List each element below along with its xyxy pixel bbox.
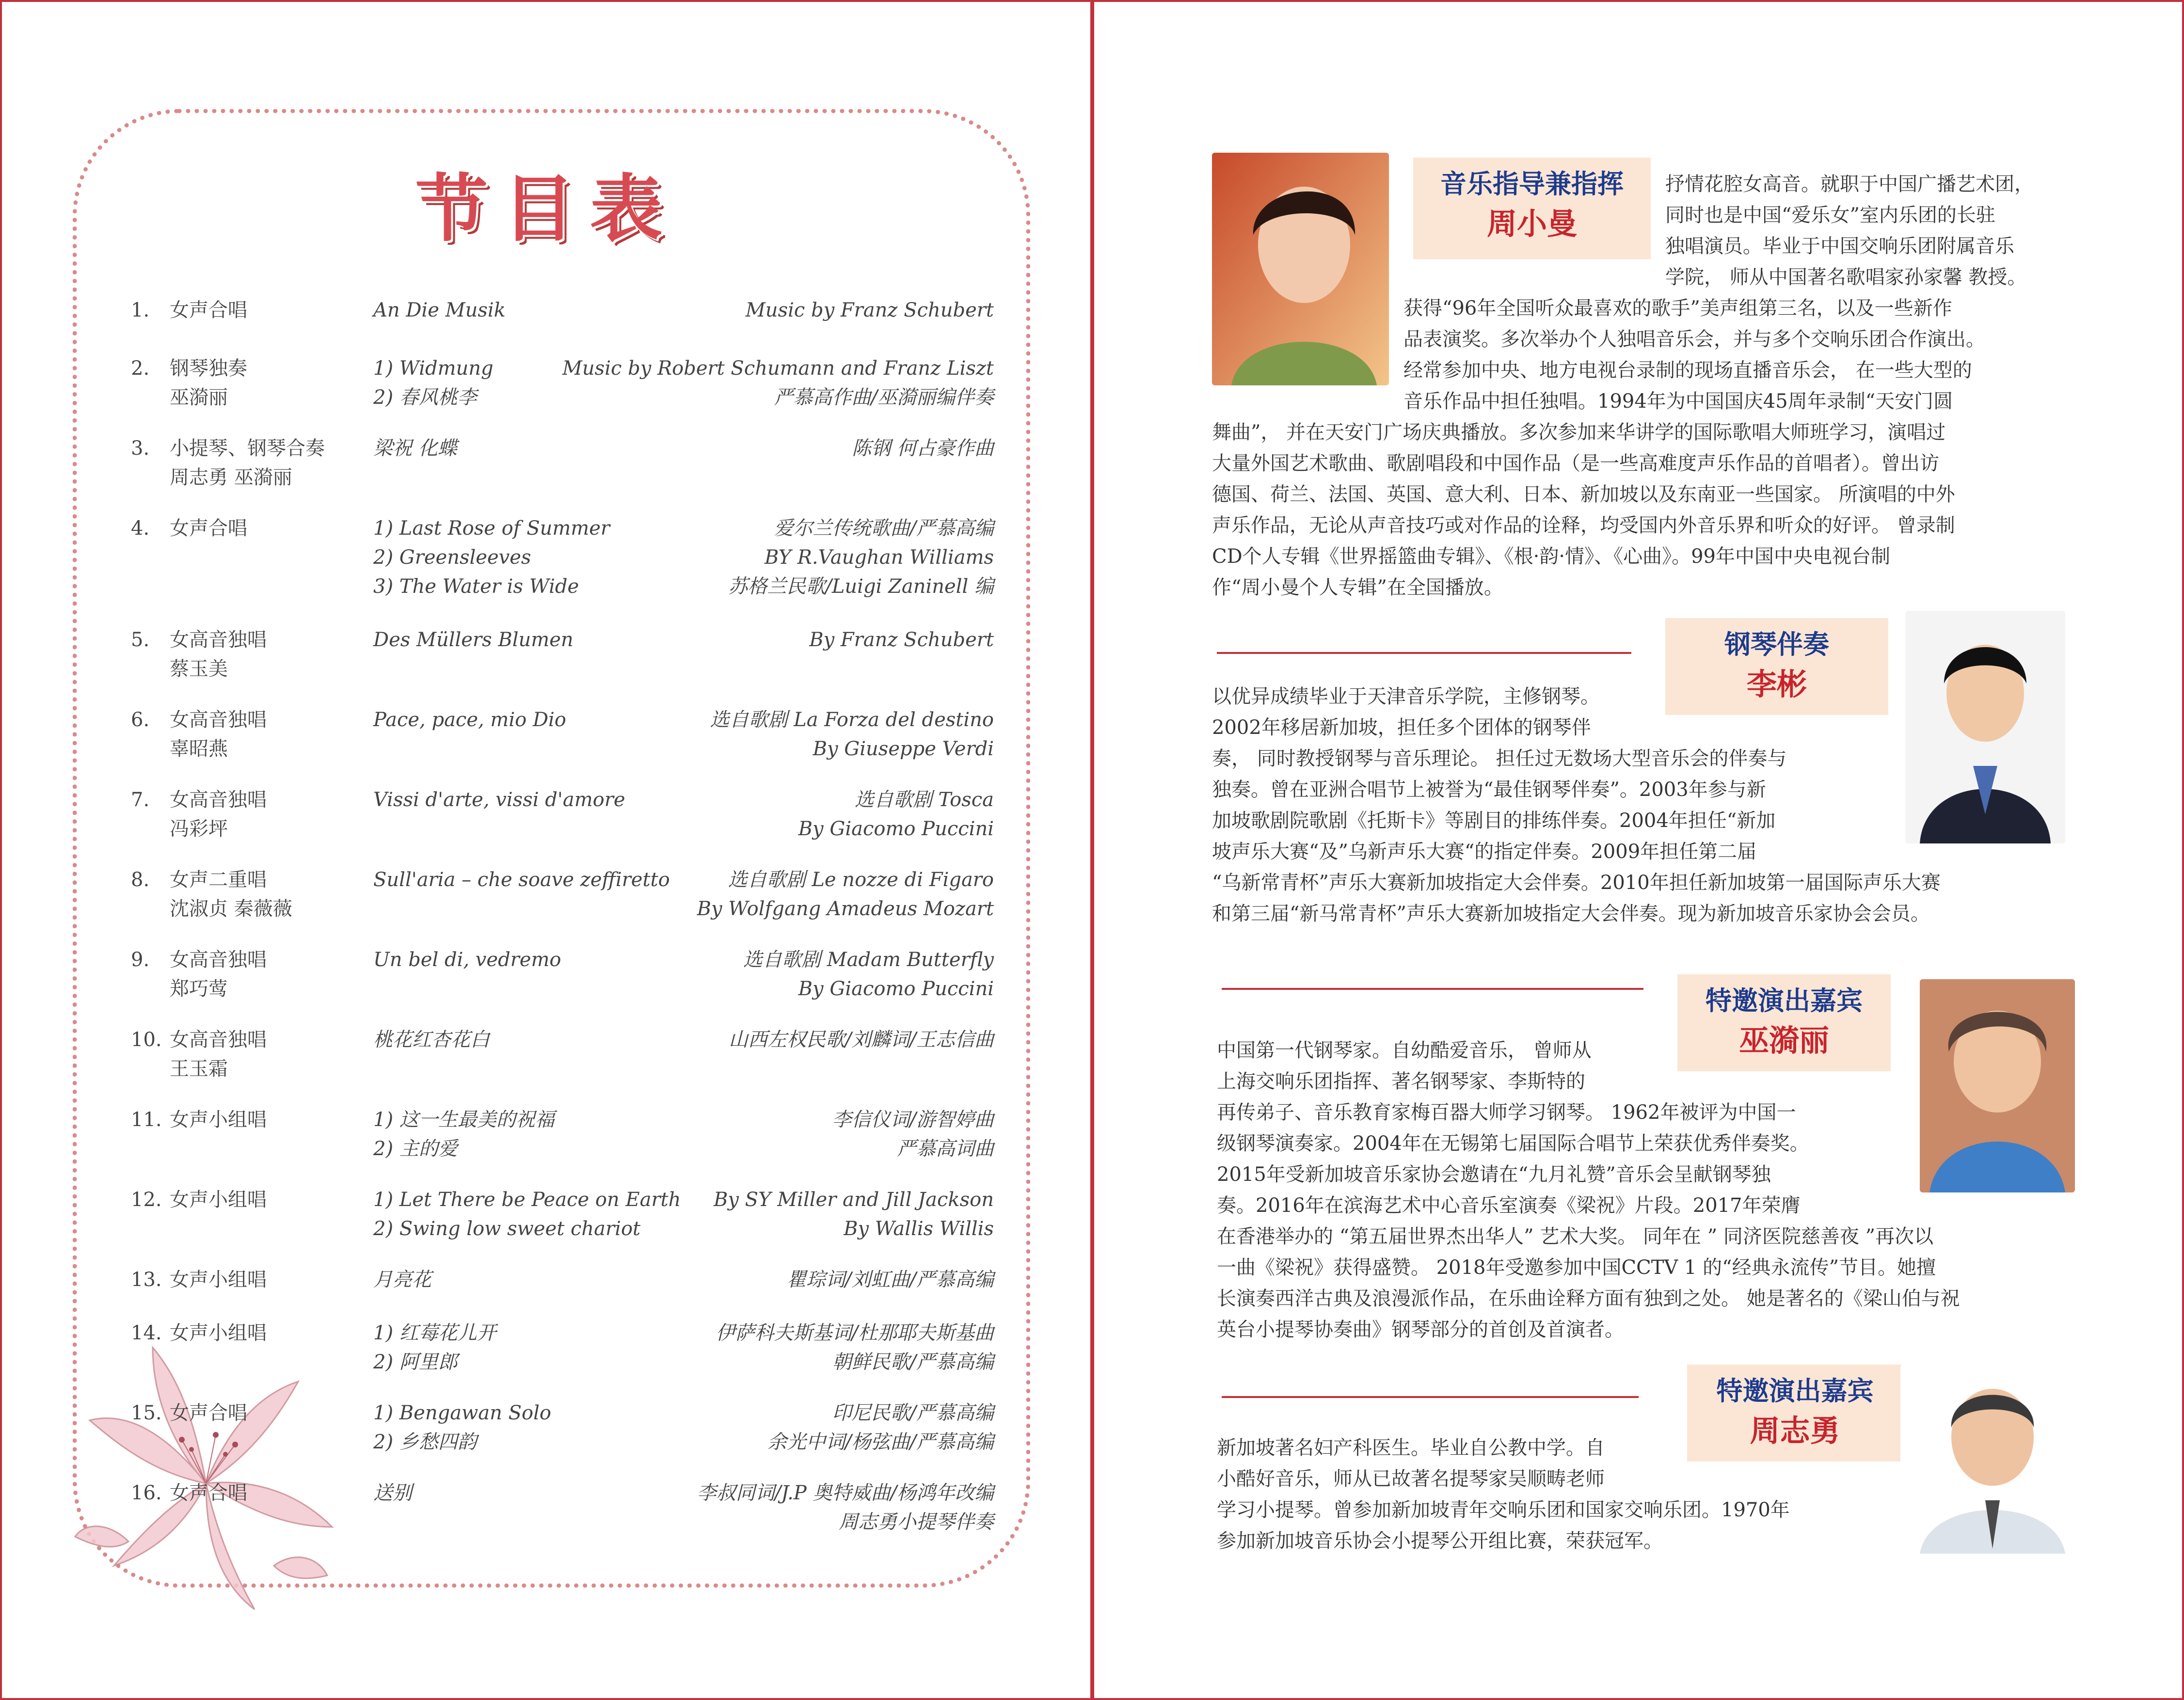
bio-line: 和第三届“新马常青杯”声乐大赛新加坡指定大会伴奏。现为新加坡音乐家协会会员。: [1212, 903, 1930, 925]
performer: [170, 434, 364, 492]
performer-line: 巫漪丽: [170, 386, 228, 409]
composer-line: By Giacomo Puccini: [798, 978, 994, 1000]
piece-title-line: Vissi d'arte, vissi d'amore: [373, 789, 625, 811]
composer-line: 山西左权民歌/刘麟词/王志信曲: [729, 1029, 994, 1051]
bio-line: 2015年受新加坡音乐家协会邀请在“九月礼赞”音乐会呈献钢琴独: [1217, 1163, 1771, 1186]
bio-line: 参加新加坡音乐协会小提琴公开组比赛，荣获冠军。: [1217, 1530, 1663, 1552]
performer: [170, 1398, 364, 1428]
piece-title-line: 2) 乡愁四韵: [373, 1431, 477, 1453]
composer-line: 严慕高作曲/巫漪丽编伴奏: [774, 386, 994, 409]
bio-line: “乌新常青杯”声乐大赛新加坡指定大会伴奏。2010年担任新加坡第一届国际声乐大赛: [1212, 872, 1941, 894]
bio-line: 加坡歌剧院歌剧《托斯卡》等剧目的排练伴奏。2004年担任“新加: [1212, 810, 1776, 832]
item-number: 14.: [131, 1322, 162, 1344]
composer-line: 选自歌剧 Tosca: [854, 789, 994, 811]
composer-line: 苏格兰民歌/Luigi Zaninell 编: [728, 575, 994, 598]
composer-line: 余光中词/杨弦曲/严慕高编: [767, 1431, 994, 1453]
bio-line: 奏， 同时教授钢琴与音乐理论。 担任过无数场大型音乐会的伴奏与: [1212, 747, 1787, 770]
piece-title-line: 3) The Water is Wide: [373, 575, 579, 598]
person-name: 周志勇: [1750, 1413, 1840, 1448]
performer-line: 女声二重唱: [170, 869, 267, 891]
piece-title-line: 2) 阿里郎: [373, 1351, 458, 1373]
performer: [170, 945, 364, 1003]
composer: [533, 945, 994, 1003]
composer: [533, 1185, 994, 1243]
composer-line: 李叔同词/J.P 奥特威曲/杨鸿年改编: [697, 1482, 994, 1504]
performer-line: 女声合唱: [170, 299, 247, 321]
performer-line: 女高音独唱: [170, 949, 267, 971]
item-number: 8.: [131, 869, 150, 891]
composer: [533, 1025, 994, 1054]
bio-line: 学习小提琴。曾参加新加坡青年交响乐团和国家交响乐团。1970年: [1217, 1499, 1790, 1521]
piece-title-line: Pace, pace, mio Dio: [373, 709, 566, 731]
bio-line: 德国、荷兰、法国、英国、意大利、日本、新加坡以及东南亚一些国家。 所演唱的中外: [1212, 483, 1955, 506]
composer: [533, 1398, 994, 1457]
piece-title-line: Sull'aria – che soave zeffiretto: [373, 869, 670, 891]
role: 特邀演出嘉宾: [1716, 1375, 1874, 1406]
composer: [533, 514, 994, 601]
piece-title-line: 桃花红杏花白: [373, 1029, 490, 1051]
bio-line: 经常参加中央、地方电视台录制的现场直播音乐会， 在一些大型的: [1403, 359, 1972, 381]
performer-line: 郑巧莺: [170, 978, 228, 1000]
performer-line: 女高音独唱: [170, 1029, 267, 1051]
item-number: 6.: [131, 709, 150, 731]
person-name: 李彬: [1746, 667, 1807, 702]
composer-line: 朝鲜民歌/严慕高编: [832, 1351, 994, 1373]
bio-line: 舞曲”， 并在天安门广场庆典播放。多次参加来华讲学的国际歌唱大师班学习，演唱过: [1212, 421, 1946, 444]
performer-line: 蔡玉美: [170, 658, 228, 680]
bio-zhou-zhiyong: [1217, 1432, 2089, 1557]
composer-line: 瞿琮词/刘虹曲/严慕高编: [787, 1269, 994, 1291]
piece-title-line: 2) Swing low sweet chariot: [373, 1218, 641, 1240]
program-title: 节目表: [415, 166, 677, 252]
bio-line: 同时也是中国“爱乐女”室内乐团的长驻: [1665, 204, 1995, 226]
composer: [533, 354, 994, 412]
item-number: 5.: [131, 629, 150, 651]
performer: [170, 1265, 364, 1294]
item-number: 11.: [131, 1109, 162, 1131]
piece-title-line: 月亮花: [373, 1269, 431, 1291]
bio-line: 抒情花腔女高音。就职于中国广播艺术团，: [1665, 173, 2034, 195]
bio-line: 以优异成绩毕业于天津音乐学院，主修钢琴。: [1212, 685, 1600, 708]
composer: [533, 625, 994, 654]
divider-rule: [1222, 988, 1643, 990]
composer-line: 选自歌剧 Le nozze di Figaro: [728, 869, 994, 891]
composer-line: 周志勇小提琴伴奏: [839, 1511, 994, 1533]
bio-line: 在香港举办的 “第五届世界杰出华人” 艺术大奖。 同年在 ” 同济医院慈善夜 ”再次以: [1217, 1225, 1934, 1248]
piece-title-line: 2) Greensleeves: [373, 546, 531, 569]
composer: [533, 1105, 994, 1163]
performer-line: 女声小组唱: [170, 1189, 267, 1211]
composer-line: By Giuseppe Verdi: [813, 738, 994, 760]
performer-line: 女声合唱: [170, 517, 247, 540]
bio-line: 获得“96年全国听众最喜欢的歌手”美声组第三名，以及一些新作: [1403, 297, 1952, 319]
bio-line: CD个人专辑《世界摇篮曲专辑》、《根·韵·情》、《心曲》。99年中国中央电视台制: [1212, 545, 1891, 568]
bio-line: 声乐作品，无论从声音技巧或对作品的诠释，均受国内外音乐界和听众的好评。 曾录制: [1212, 514, 1955, 537]
composer-line: By Giacomo Puccini: [798, 818, 994, 840]
performer: [170, 1185, 364, 1214]
piece-title-line: Un bel di, vedremo: [373, 949, 561, 971]
performer: [170, 625, 364, 683]
divider-rule: [1217, 652, 1631, 654]
composer-line: By Franz Schubert: [809, 629, 994, 651]
composer: [533, 434, 994, 463]
bio-line: 学院， 师从中国著名歌唱家孙家馨 教授。: [1665, 266, 2027, 288]
person-name: 巫漪丽: [1738, 1023, 1829, 1058]
piece-title-line: 2) 主的爱: [373, 1138, 458, 1160]
composer-line: 选自歌剧 La Forza del destino: [710, 709, 994, 731]
performer: [170, 514, 364, 543]
performer-line: 女声小组唱: [170, 1109, 267, 1131]
piece-title-line: 1) 红莓花儿开: [373, 1322, 496, 1344]
performer: [170, 705, 364, 763]
bio-li-bin: [1212, 681, 2085, 929]
composer: [533, 705, 994, 763]
item-number: 4.: [131, 517, 150, 540]
person-name: 周小曼: [1486, 206, 1577, 241]
performer-line: 女高音独唱: [170, 789, 267, 811]
piece-title-line: An Die Musik: [373, 299, 506, 321]
composer: [533, 785, 994, 843]
composer-line: 严慕高词曲: [897, 1138, 994, 1160]
bio-line: 一曲《梁祝》获得盛赞。 2018年受邀参加中国CCTV 1 的“经典永流传”节目。她擅: [1217, 1256, 1936, 1279]
bio-line: 奏。2016年在滨海艺术中心音乐室演奏《梁祝》片段。2017年荣膺: [1217, 1194, 1801, 1217]
performer: [170, 296, 364, 325]
composer-line: BY R.Vaughan Williams: [764, 546, 994, 569]
bio-line: 音乐作品中担任独唱。1994年为中国国庆45周年录制“天安门圆: [1403, 390, 1953, 413]
performer-line: 小提琴、钢琴合奏: [170, 437, 325, 460]
composer-line: 伊萨科夫斯基词/杜那耶夫斯基曲: [716, 1322, 994, 1344]
bio-line: 中国第一代钢琴家。自幼酷爱音乐， 曾师从: [1217, 1039, 1592, 1062]
performer-line: 女声小组唱: [170, 1322, 267, 1344]
performer-line: 王玉霜: [170, 1058, 228, 1080]
bio-line: 大量外国艺术歌曲、歌剧唱段和中国作品（是一些高难度声乐作品的首唱者）。曾出访: [1212, 452, 1939, 475]
piece-title-line: Des Müllers Blumen: [373, 629, 574, 651]
performer: [170, 1025, 364, 1083]
composer: [533, 1478, 994, 1537]
composer-line: 李信仪词/游智婷曲: [832, 1109, 994, 1131]
bio-line: 独奏。曾在亚洲合唱节上被誉为“最佳钢琴伴奏”。2003年参与新: [1212, 779, 1766, 801]
piece-title-line: 1) 这一生最美的祝福: [373, 1109, 555, 1131]
bio-line: 级钢琴演奏家。2004年在无锡第七届国际合唱节上荣获优秀伴奏奖。: [1217, 1132, 1809, 1155]
composer-line: 印尼民歌/严慕高编: [832, 1402, 994, 1424]
bio-line: 品表演奖。多次举办个人独唱音乐会，并与多个交响乐团合作演出。: [1403, 328, 1985, 350]
composer-line: 选自歌剧 Madam Butterfly: [743, 949, 994, 971]
composer-line: By SY Miller and Jill Jackson: [713, 1189, 994, 1211]
item-number: 3.: [131, 437, 150, 460]
composer-line: By Wolfgang Amadeus Mozart: [697, 898, 994, 920]
performer-line: 女高音独唱: [170, 629, 267, 651]
piece-title-line: 2) 春风桃李: [373, 386, 477, 409]
piece-title-line: 梁祝 化蝶: [373, 437, 457, 460]
performer: [170, 1319, 364, 1348]
role: 特邀演出嘉宾: [1706, 985, 1863, 1016]
performer: [170, 354, 364, 412]
performer-line: 周志勇 巫漪丽: [170, 466, 292, 489]
bio-line: 再传弟子、音乐教育家梅百器大师学习钢琴。 1962年被评为中国一: [1217, 1101, 1796, 1124]
item-number: 1.: [131, 299, 150, 321]
performer-line: 钢琴独奏: [170, 357, 247, 380]
performer-line: 女高音独唱: [170, 709, 267, 731]
item-number: 7.: [131, 789, 150, 811]
composer: [533, 865, 994, 923]
piece-title-line: 1) Widmung: [373, 357, 494, 380]
divider-rule: [1222, 1396, 1639, 1398]
composer: [533, 296, 994, 325]
piece-title-line: 1) Bengawan Solo: [373, 1402, 551, 1424]
piece-title-line: 1) Let There be Peace on Earth: [373, 1189, 681, 1211]
composer: [533, 1319, 994, 1377]
bio-line: 上海交响乐团指挥、著名钢琴家、李斯特的: [1217, 1070, 1585, 1093]
piece-title-line: 送别: [373, 1482, 412, 1504]
item-number: 13.: [131, 1269, 162, 1291]
composer-line: 爱尔兰传统歌曲/严慕高编: [774, 517, 994, 540]
piece-title-line: 1) Last Rose of Summer: [373, 517, 610, 540]
item-number: 15.: [131, 1402, 162, 1424]
item-number: 10.: [131, 1029, 162, 1051]
composer: [533, 1265, 994, 1294]
bio-wu-yili: [1217, 1035, 2089, 1345]
performer-line: 冯彩坪: [170, 818, 228, 840]
performer-line: 女声合唱: [170, 1402, 247, 1424]
composer-line: 陈钢 何占豪作曲: [852, 437, 994, 460]
item-number: 9.: [131, 949, 150, 971]
composer-line: Music by Franz Schubert: [745, 299, 994, 321]
composer-line: By Wallis Willis: [844, 1218, 994, 1240]
bio-zhou-xiaoman: [1212, 169, 2085, 603]
performer: [170, 1478, 364, 1508]
bio-line: 英台小提琴协奏曲》钢琴部分的首创及首演者。: [1217, 1319, 1624, 1341]
item-number: 16.: [131, 1482, 162, 1504]
bio-line: 作“周小曼个人专辑”在全国播放。: [1212, 576, 1503, 599]
performer-line: 辜昭燕: [170, 738, 228, 760]
item-number: 12.: [131, 1189, 162, 1211]
composer-line: Music by Robert Schumann and Franz Liszt: [562, 357, 994, 380]
bio-line: 坡声乐大赛“及”乌新声乐大赛“的指定伴奏。2009年担任第二届: [1212, 841, 1757, 863]
role: 音乐指导兼指挥: [1440, 168, 1624, 199]
bio-line: 独唱演员。毕业于中国交响乐团附属音乐: [1665, 235, 2014, 257]
performer-line: 女声小组唱: [170, 1269, 267, 1291]
role: 钢琴伴奏: [1724, 629, 1829, 660]
performer-line: 女声合唱: [170, 1482, 247, 1504]
performer-line: 沈淑贞 秦薇薇: [170, 898, 292, 920]
performer: [170, 1105, 364, 1134]
bio-line: 小酷好音乐，师从已故著名提琴家吴顺畴老师: [1217, 1468, 1605, 1490]
item-number: 2.: [131, 357, 150, 380]
bio-line: 2002年移居新加坡，担任多个团体的钢琴伴: [1212, 716, 1591, 739]
performer: [170, 865, 364, 923]
bio-line: 新加坡著名妇产科医生。毕业自公教中学。自: [1217, 1437, 1605, 1459]
performer: [170, 785, 364, 843]
bio-line: 长演奏西洋古典及浪漫派作品，在乐曲诠释方面有独到之处。 她是著名的《梁山伯与祝: [1217, 1287, 1960, 1310]
